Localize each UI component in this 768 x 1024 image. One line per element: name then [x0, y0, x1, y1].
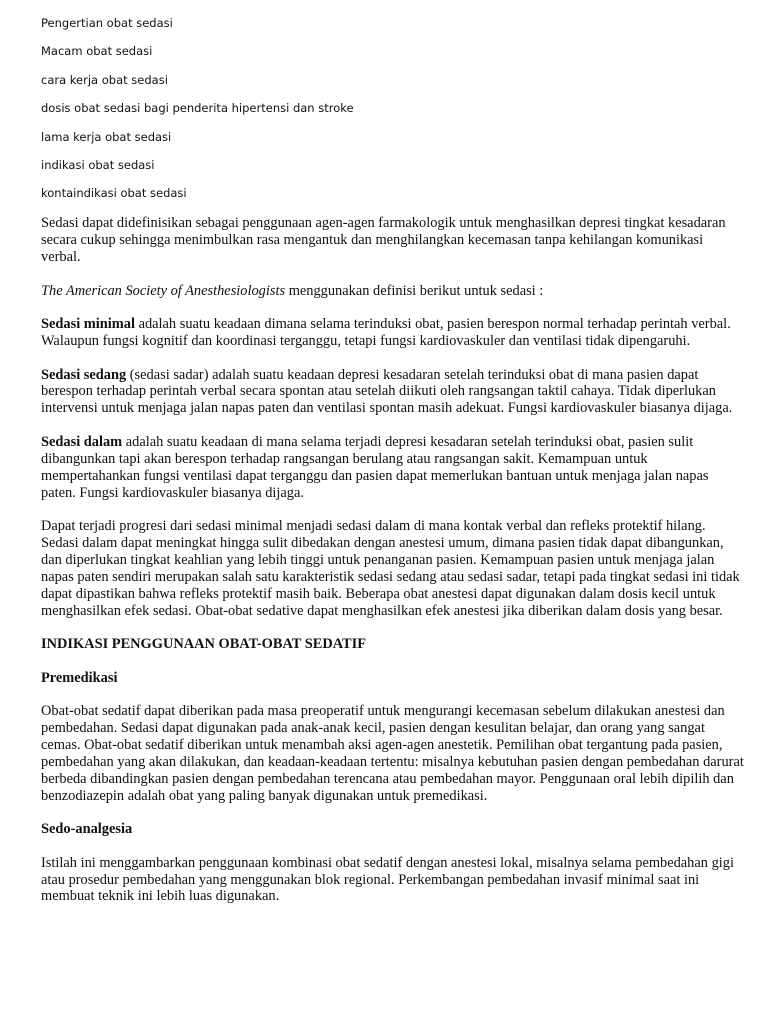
- progression-paragraph: Dapat terjadi progresi dari sedasi minimal menjadi sedasi dalam di mana kontak verbal dan refleks protektif hilang. Sedasi dalam dapat meningkat hingga sulit dibedakan dengan anestesi umum, dimana pasien tidak dapat dibangunkan, dan diperlukan tingkat keahlian yang lebih tinggi untuk penanganan pasien. Kemampuan pasien untuk menjaga jalan napas paten sendiri merupakan salah satu karakteristik sedasi sedang atau sedasi sadar, tetapi pada tingkat sedasi ini tidak dapat dipastikan bahwa refleks protektif masih baik. Beberapa obat anestesi dapat digunakan dalam dosis kecil untuk menghasilkan efek sedasi. Obat-obat sedative dapat menghasilkan efek anestesi jika diberikan dalam dosis yang besar.: [41, 518, 740, 619]
- moderate-sedation-paragraph: [41, 367, 744, 418]
- sedoanalgesia-paragraph: Istilah ini menggambarkan penggunaan kombinasi obat sedatif dengan anestesi lokal, misalnya selama pembedahan gigi atau prosedur pembedahan yang menggunakan blok regional. Perkembangan pembedahan invasif minimal saat ini membuat teknik ini lebih luas digunakan.: [41, 854, 734, 905]
- premedication-heading: Premedikasi: [41, 669, 118, 686]
- deep-sedation-term: Sedasi dalam: [41, 433, 123, 450]
- minimal-sedation-paragraph: [41, 316, 744, 350]
- topic-list: [41, 16, 744, 201]
- sedoanalgesia-heading: Sedo-analgesia: [41, 821, 133, 838]
- topic-item: cara kerja obat sedasi: [41, 72, 168, 87]
- topic-item: indikasi obat sedasi: [41, 157, 155, 172]
- moderate-sedation-term: Sedasi sedang: [41, 366, 127, 383]
- topic-item: Macam obat sedasi: [41, 44, 153, 59]
- moderate-sedation-text: (sedasi sadar) adalah suatu keadaan depresi kesadaran setelah terinduksi obat di mana pasien dapat berespon terhadap perintah verbal secara spontan atau setelah diikuti oleh rangsangan taktil cahaya. Tidak diperlukan intervensi untuk menjaga jalan napas paten dan ventilasi spontan masih adekuat. Fungsi kardiovaskuler biasanya dijaga.: [41, 366, 733, 417]
- minimal-sedation-term: Sedasi minimal: [41, 316, 135, 333]
- asa-organization-name: The American Society of Anesthesiologists: [41, 282, 286, 299]
- minimal-sedation-text: adalah suatu keadaan dimana selama terinduksi obat, pasien berespon normal terhadap perintah verbal. Walaupun fungsi kognitif dan koordinasi terganggu, tetapi fungsi kardiovaskuler dan ventilasi tidak dipengaruhi.: [41, 316, 731, 350]
- section-heading: INDIKASI PENGGUNAAN OBAT-OBAT SEDATIF: [41, 636, 367, 653]
- deep-sedation-paragraph: [41, 434, 744, 502]
- asa-definition-paragraph: [41, 283, 744, 300]
- deep-sedation-text: adalah suatu keadaan di mana selama terjadi depresi kesadaran setelah terinduksi obat, pasien sulit dibangunkan tapi akan berespon terhadap rangsangan berulang atau rangsangan sakit. Kemampuan untuk mempertahankan fungsi ventilasi dapat terganggu dan pasien dapat memerlukan bantuan untuk menjaga jalan napas paten. Fungsi kardiovaskuler biasanya dijaga.: [41, 433, 709, 501]
- topic-item: kontaindikasi obat sedasi: [41, 186, 187, 201]
- asa-definition-text: menggunakan definisi berikut untuk sedasi :: [285, 282, 544, 299]
- topic-item: lama kerja obat sedasi: [41, 129, 172, 144]
- topic-item: Pengertian obat sedasi: [41, 16, 173, 30]
- premedication-paragraph: Obat-obat sedatif dapat diberikan pada masa preoperatif untuk mengurangi kecemasan sebelum dilakukan anestesi dan pembedahan. Sedasi dapat digunakan pada anak-anak kecil, pasien dengan kesulitan belajar, dan orang yang sangat cemas. Obat-obat sedatif diberikan untuk menambah aksi agen-agen anestetik. Pemilihan obat tergantung pada pasien, pembedahan yang akan dilakukan, dan keadaan-keadaan tertentu: misalnya kebutuhan pasien dengan pembedahan darurat berbeda dibandingkan pasien dengan pembedahan terencana atau pembedahan mayor. Penggunaan oral lebih dipilih dan benzodiazepin adalah obat yang paling banyak digunakan untuk premedikasi.: [41, 703, 744, 804]
- intro-paragraph: Sedasi dapat didefinisikan sebagai penggunaan agen-agen farmakologik untuk menghasilkan depresi tingkat kesadaran secara cukup sehingga menimbulkan rasa mengantuk dan menghilangkan kecemasan tanpa kehilangan komunikasi verbal.: [41, 215, 726, 266]
- topic-item: dosis obat sedasi bagi penderita hipertensi dan stroke: [41, 101, 354, 116]
